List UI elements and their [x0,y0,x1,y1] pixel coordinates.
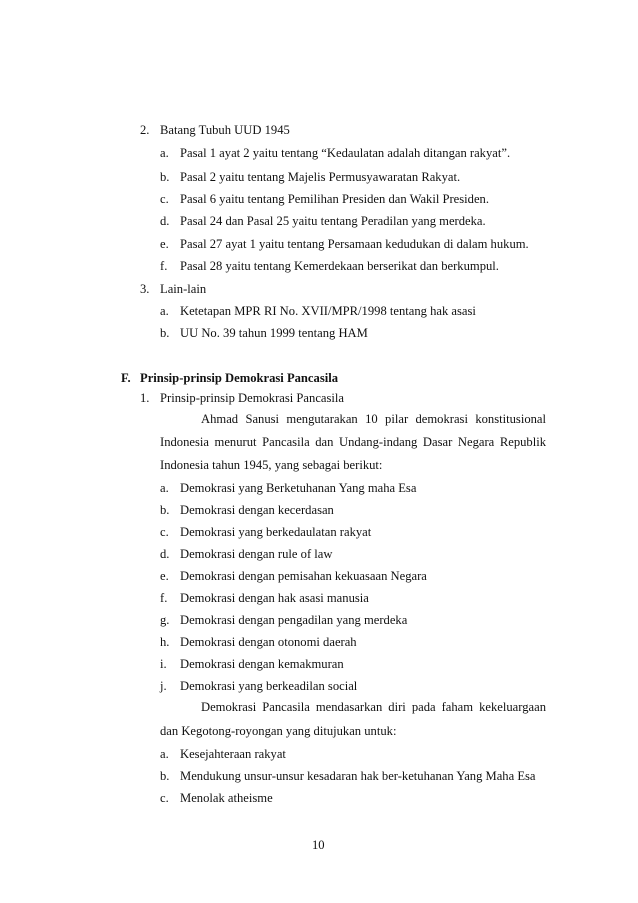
paragraph-line: dan Kegotong-royongan yang ditujukan untuk: [160,724,397,738]
list-marker: 2. [140,123,150,137]
list-marker: i. [160,657,167,671]
list-item-text: UU No. 39 tahun 1999 tentang HAM [180,326,368,340]
list-marker: d. [160,547,170,561]
list-item-text: Pasal 27 ayat 1 yaitu tentang Persamaan kedudukan di dalam hukum. [180,237,529,251]
list-item-text: Pasal 1 ayat 2 yaitu tentang “Kedaulatan adalah ditangan rakyat”. [180,146,511,160]
section-marker: F. [121,371,131,385]
list-item-text: Demokrasi dengan pemisahan kekuasaan Negara [180,569,427,583]
list-marker: c. [160,791,169,805]
list-item-title: Batang Tubuh UUD 1945 [160,123,290,137]
list-marker: a. [160,747,169,761]
list-item-text: Mendukung unsur-unsur kesadaran hak ber-ketuhanan Yang Maha Esa [180,769,536,783]
list-item-text: Pasal 24 dan Pasal 25 yaitu tentang Peradilan yang merdeka. [180,214,486,228]
list-marker: e. [160,569,169,583]
list-marker: d. [160,214,170,228]
paragraph-line: Demokrasi Pancasila mendasarkan diri pada faham kekeluargaan [201,700,546,714]
list-item-text: Demokrasi yang berkedaulatan rakyat [180,525,372,539]
list-marker: j. [160,679,167,693]
list-item-text: Demokrasi dengan hak asasi manusia [180,591,369,605]
list-marker: b. [160,769,170,783]
list-item-text: Pasal 2 yaitu tentang Majelis Permusyawaratan Rakyat. [180,170,461,184]
paragraph-line: Indonesia menurut Pancasila dan Undang-indang Dasar Negara Republik [160,435,546,449]
list-item-text: Kesejahteraan rakyat [180,747,286,761]
list-marker: e. [160,237,169,251]
list-item-text: Demokrasi yang berkeadilan social [180,679,358,693]
list-item-text: Demokrasi yang Berketuhanan Yang maha Esa [180,481,417,495]
paragraph-line: Indonesia tahun 1945, yang sebagai berikut: [160,458,383,472]
list-marker: a. [160,146,169,160]
list-marker: b. [160,503,170,517]
list-item-text: Menolak atheisme [180,791,273,805]
list-item-text: Pasal 28 yaitu tentang Kemerdekaan berserikat dan berkumpul. [180,259,499,273]
list-item-text: Demokrasi dengan kecerdasan [180,503,334,517]
list-marker: a. [160,304,169,318]
list-marker: a. [160,481,169,495]
list-marker: h. [160,635,170,649]
section-title: Prinsip-prinsip Demokrasi Pancasila [140,371,339,385]
list-item-text: Demokrasi dengan pengadilan yang merdeka [180,613,408,627]
list-marker: 3. [140,282,150,296]
page-number: 10 [312,838,325,852]
list-marker: b. [160,170,170,184]
list-marker: c. [160,192,169,206]
list-marker: 1. [140,391,150,405]
subsection-title: Prinsip-prinsip Demokrasi Pancasila [160,391,344,405]
list-marker: f. [160,591,168,605]
list-item-text: Demokrasi dengan kemakmuran [180,657,344,671]
list-item-title: Lain-lain [160,282,207,296]
list-marker: b. [160,326,170,340]
list-item-text: Demokrasi dengan rule of law [180,547,333,561]
paragraph-line: Ahmad Sanusi mengutarakan 10 pilar demokrasi konstitusional [201,412,546,426]
list-marker: f. [160,259,168,273]
list-marker: g. [160,613,170,627]
list-marker: c. [160,525,169,539]
list-item-text: Ketetapan MPR RI No. XVII/MPR/1998 tentang hak asasi [180,304,476,318]
list-item-text: Pasal 6 yaitu tentang Pemilihan Presiden dan Wakil Presiden. [180,192,489,206]
list-item-text: Demokrasi dengan otonomi daerah [180,635,357,649]
